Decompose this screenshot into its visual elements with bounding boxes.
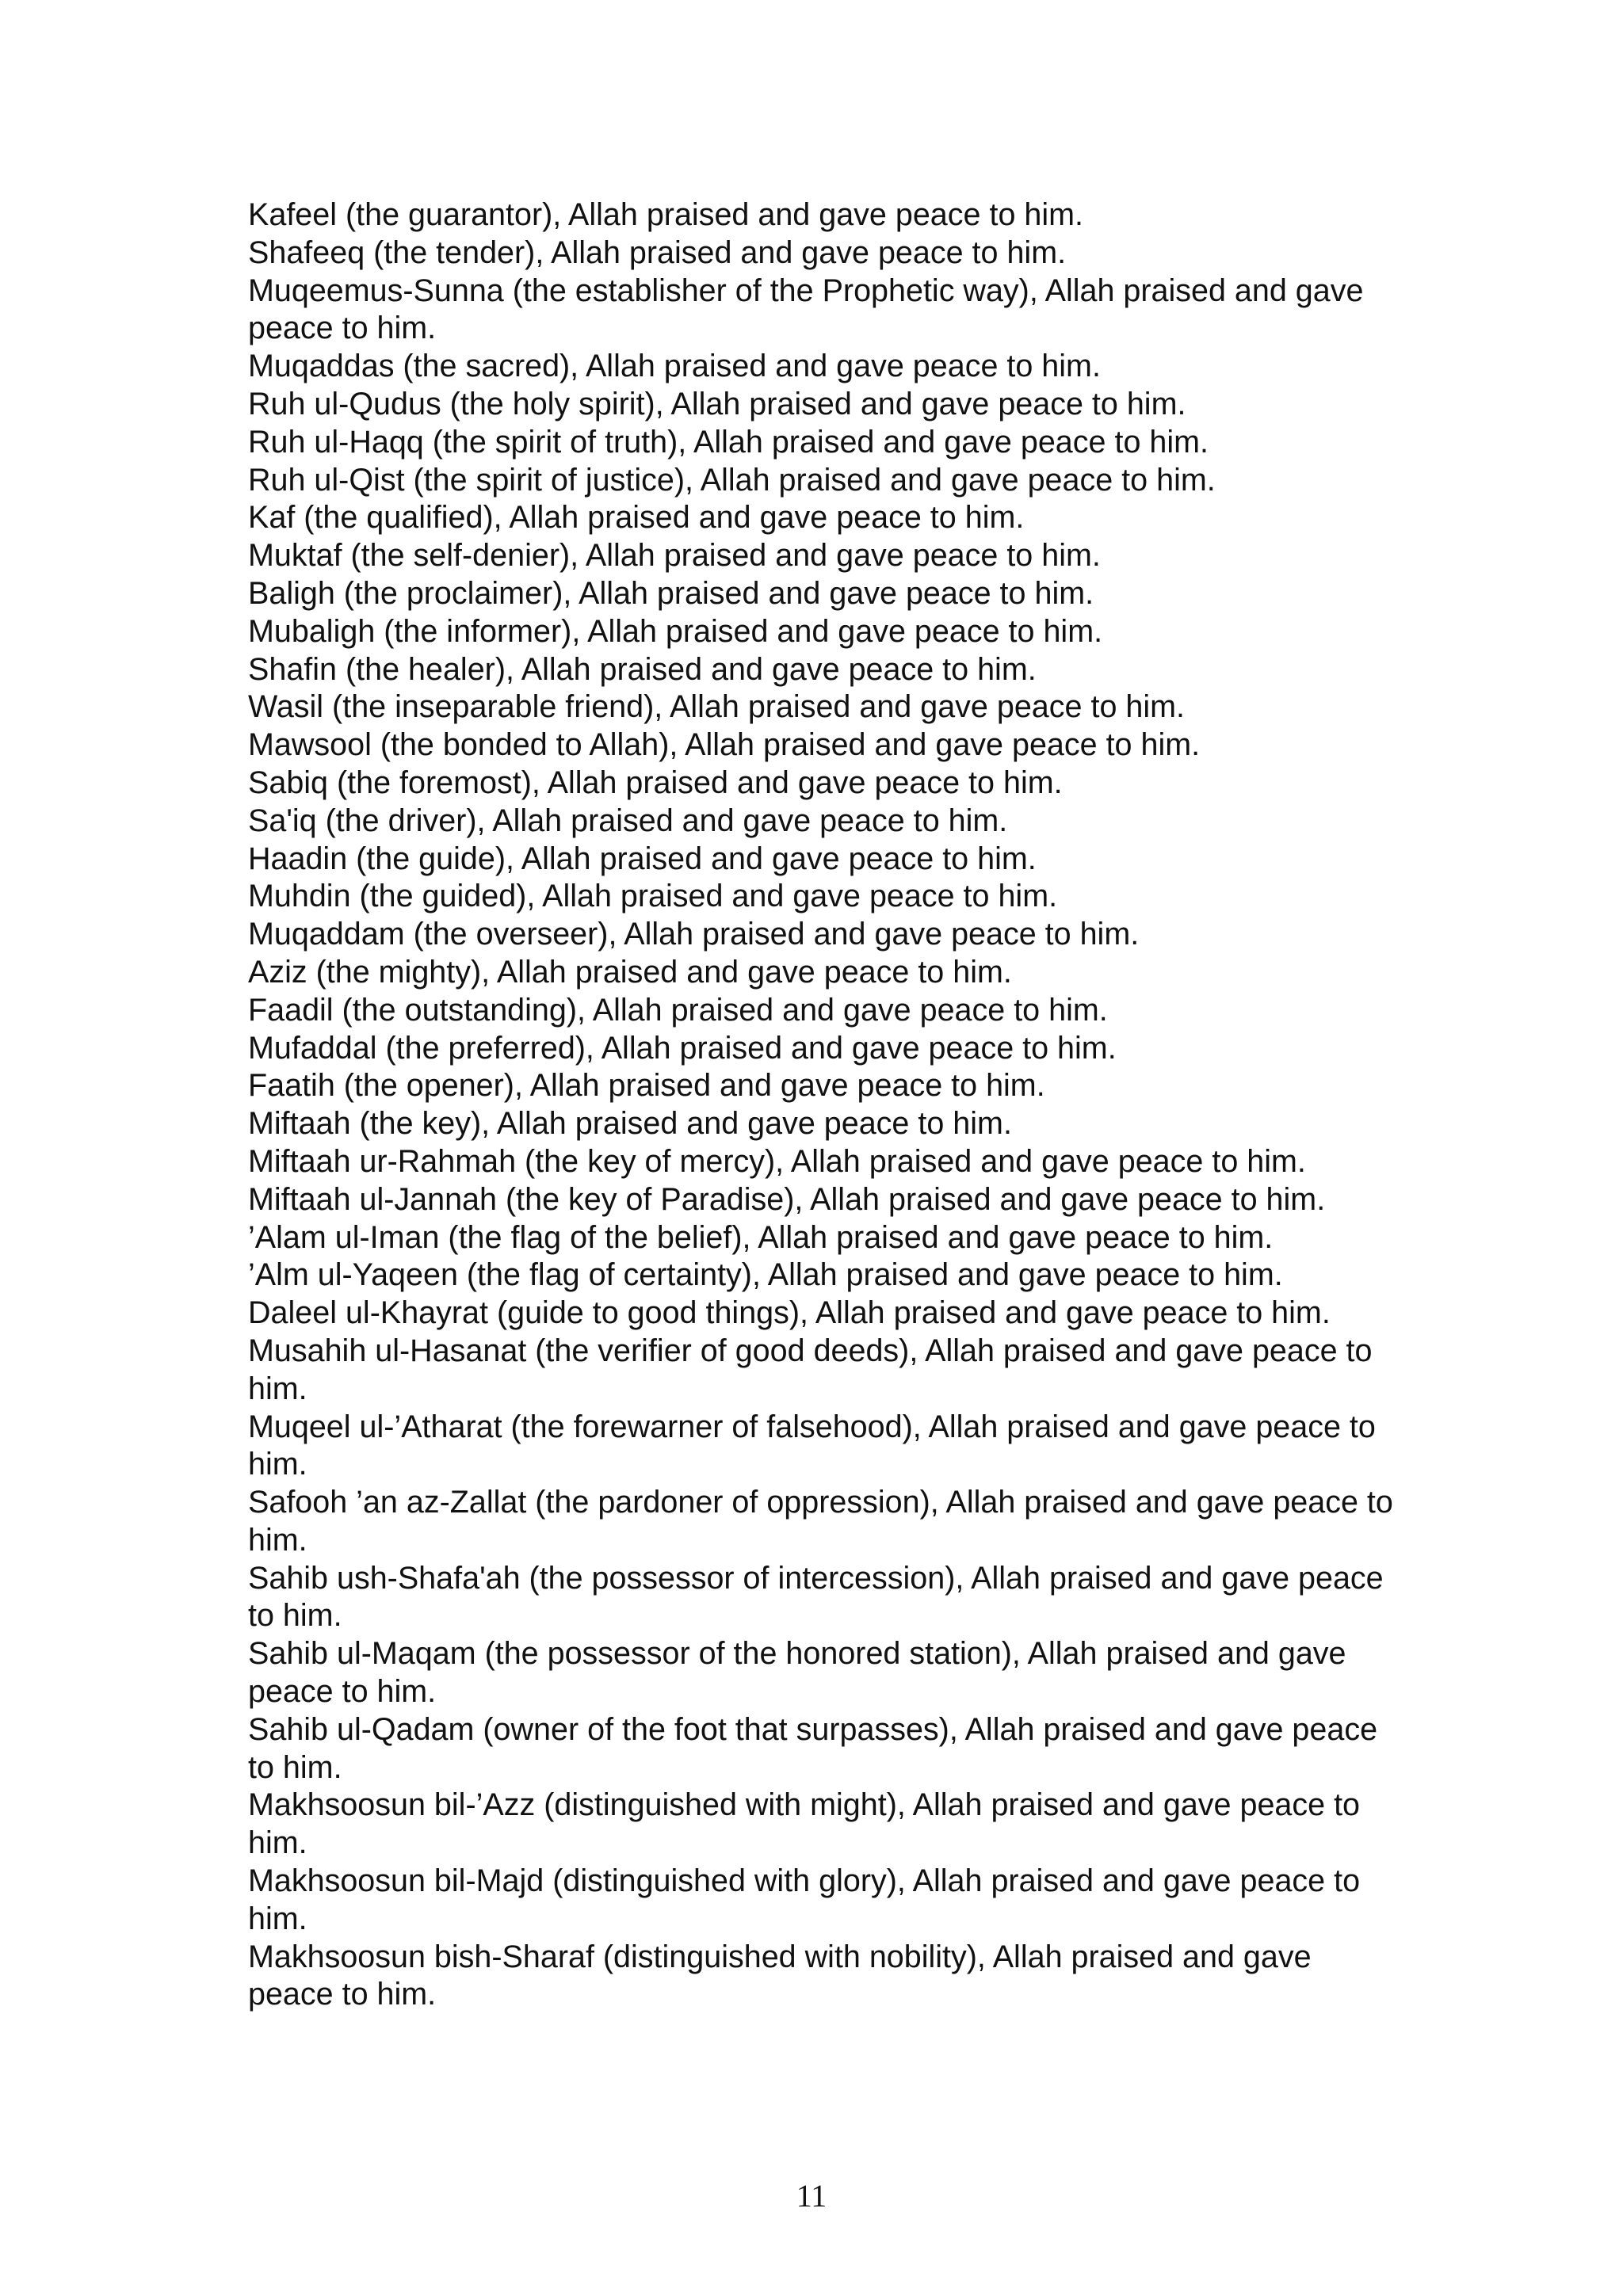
list-item: Sahib ul-Qadam (owner of the foot that surpasses), Allah praised and gave peace to him. <box>248 1711 1378 1785</box>
list-item: Muktaf (the self-denier), Allah praised and gave peace to him. <box>248 538 1101 574</box>
list-item: Miftaah (the key), Allah praised and gave peace to him. <box>248 1106 1012 1142</box>
list-item: ’Alm ul-Yaqeen (the flag of certainty), Allah praised and gave peace to him. <box>248 1257 1283 1293</box>
list-item: Faatih (the opener), Allah praised and gave peace to him. <box>248 1068 1045 1104</box>
names-list <box>248 196 1397 2014</box>
list-item: Mawsool (the bonded to Allah), Allah praised and gave peace to him. <box>248 727 1201 763</box>
list-item: Miftaah ul-Jannah (the key of Paradise), Allah praised and gave peace to him. <box>248 1181 1326 1217</box>
list-item: Makhsoosun bish-Sharaf (distinguished with nobility), Allah praised and gave peace to him. <box>248 1939 1312 2012</box>
list-item: Ruh ul-Haqq (the spirit of truth), Allah praised and gave peace to him. <box>248 424 1209 460</box>
list-item: Ruh ul-Qudus (the holy spirit), Allah praised and gave peace to him. <box>248 386 1186 421</box>
list-item: Aziz (the mighty), Allah praised and gave peace to him. <box>248 954 1012 990</box>
list-item: Safooh ’an az-Zallat (the pardoner of oppression), Allah praised and gave peace to him. <box>248 1485 1393 1558</box>
list-item: Muqeel ul-’Atharat (the forewarner of falsehood), Allah praised and gave peace to him. <box>248 1409 1376 1482</box>
list-item: Muqaddas (the sacred), Allah praised and gave peace to him. <box>248 349 1101 384</box>
list-item: Kaf (the qualified), Allah praised and gave peace to him. <box>248 500 1025 536</box>
list-item: Sa'iq (the driver), Allah praised and gave peace to him. <box>248 803 1008 838</box>
list-item: Faadil (the outstanding), Allah praised and gave peace to him. <box>248 992 1108 1028</box>
list-item: Sabiq (the foremost), Allah praised and gave peace to him. <box>248 765 1063 800</box>
list-item: Sahib ul-Maqam (the possessor of the honored station), Allah praised and gave peace to him. <box>248 1636 1346 1710</box>
list-item: Shafin (the healer), Allah praised and gave peace to him. <box>248 651 1037 687</box>
list-item: Miftaah ur-Rahmah (the key of mercy), Allah praised and gave peace to him. <box>248 1143 1306 1179</box>
list-item: Mubaligh (the informer), Allah praised and gave peace to him. <box>248 613 1103 649</box>
list-item: Ruh ul-Qist (the spirit of justice), Allah praised and gave peace to him. <box>248 462 1216 498</box>
list-item: Kafeel (the guarantor), Allah praised and gave peace to him. <box>248 197 1084 232</box>
list-item: Mufaddal (the preferred), Allah praised and gave peace to him. <box>248 1030 1117 1066</box>
list-item: Daleel ul-Khayrat (guide to good things), Allah praised and gave peace to him. <box>248 1295 1331 1331</box>
list-item: Muqeemus-Sunna (the establisher of the Prophetic way), Allah praised and gave peace to him. <box>248 273 1364 346</box>
list-item: Shafeeq (the tender), Allah praised and gave peace to him. <box>248 235 1067 270</box>
list-item: Muqaddam (the overseer), Allah praised and gave peace to him. <box>248 917 1140 952</box>
list-item: Wasil (the inseparable friend), Allah praised and gave peace to him. <box>248 689 1186 725</box>
list-item: ’Alam ul-Iman (the flag of the belief), Allah praised and gave peace to him. <box>248 1219 1274 1255</box>
list-item: Sahib ush-Shafa'ah (the possessor of intercession), Allah praised and gave peace to him. <box>248 1560 1384 1634</box>
page-number: 11 <box>796 2178 827 2214</box>
list-item: Musahih ul-Hasanat (the verifier of good deeds), Allah praised and gave peace to him. <box>248 1333 1373 1406</box>
list-item: Makhsoosun bil-’Azz (distinguished with might), Allah praised and gave peace to him. <box>248 1787 1361 1861</box>
list-item: Baligh (the proclaimer), Allah praised and gave peace to him. <box>248 575 1094 611</box>
list-item: Muhdin (the guided), Allah praised and gave peace to him. <box>248 879 1058 914</box>
list-item: Haadin (the guide), Allah praised and gave peace to him. <box>248 841 1037 876</box>
list-item: Makhsoosun bil-Majd (distinguished with glory), Allah praised and gave peace to him. <box>248 1863 1361 1936</box>
